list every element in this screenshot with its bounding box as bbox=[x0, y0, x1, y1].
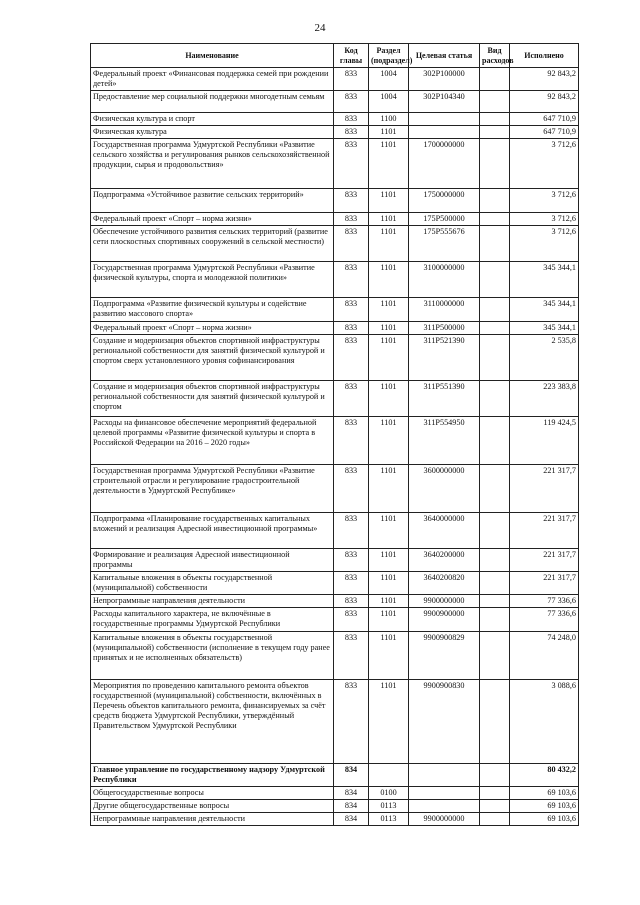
row-name-cell: Другие общегосударственные вопросы bbox=[91, 800, 334, 813]
row-executed-amount-cell: 345 344,1 bbox=[510, 322, 579, 335]
header-target-item: Целевая статья bbox=[409, 44, 480, 68]
row-name-cell: Общегосударственные вопросы bbox=[91, 787, 334, 800]
header-expense-type: Вид расходов bbox=[480, 44, 510, 68]
row-section-cell: 1101 bbox=[369, 139, 409, 189]
row-expense-type-cell bbox=[480, 322, 510, 335]
row-chapter-code-cell: 833 bbox=[334, 189, 369, 213]
row-target-item-cell bbox=[409, 113, 480, 126]
row-target-item-cell: 3600000000 bbox=[409, 465, 480, 513]
row-expense-type-cell bbox=[480, 813, 510, 826]
row-target-item-cell: 3110000000 bbox=[409, 298, 480, 322]
table-row bbox=[91, 787, 579, 800]
row-target-item-cell: 302Р100000 bbox=[409, 68, 480, 91]
row-name-cell: Физическая культура bbox=[91, 126, 334, 139]
row-name-cell: Подпрограмма «Развитие физической культуры и содействие развитию массового спорта» bbox=[91, 298, 334, 322]
row-section-cell: 1101 bbox=[369, 335, 409, 381]
row-chapter-code-cell: 833 bbox=[334, 113, 369, 126]
table-row bbox=[91, 126, 579, 139]
budget-execution-table bbox=[90, 43, 579, 826]
row-name-cell: Предоставление мер социальной поддержки многодетным семьям bbox=[91, 91, 334, 113]
row-executed-amount-cell: 647 710,9 bbox=[510, 126, 579, 139]
row-name-cell: Расходы на финансовое обеспечение мероприятий федеральной целевой программы «Развитие физической культуры и спорта в Российской Федерации на 2016 – 2020 годы» bbox=[91, 417, 334, 465]
row-chapter-code-cell: 833 bbox=[334, 226, 369, 262]
row-section-cell: 0113 bbox=[369, 800, 409, 813]
table-row bbox=[91, 335, 579, 381]
table-row bbox=[91, 91, 579, 113]
row-executed-amount-cell: 3 712,6 bbox=[510, 139, 579, 189]
row-target-item-cell: 175Р500000 bbox=[409, 213, 480, 226]
row-name-cell: Капитальные вложения в объекты государственной (муниципальной) собственности (исполнение в текущем году ранее принятых и не исполненных обязательств) bbox=[91, 632, 334, 680]
row-name-cell: Формирование и реализация Адресной инвестиционной программы bbox=[91, 549, 334, 572]
row-chapter-code-cell: 833 bbox=[334, 262, 369, 298]
row-target-item-cell: 311Р551390 bbox=[409, 381, 480, 417]
row-target-item-cell: 302Р104340 bbox=[409, 91, 480, 113]
row-executed-amount-cell: 92 843,2 bbox=[510, 68, 579, 91]
row-target-item-cell: 1700000000 bbox=[409, 139, 480, 189]
row-name-cell: Государственная программа Удмуртской Республики «Развитие строительной отрасли и регулирование градостроительной деятельности в Удмуртской Республике» bbox=[91, 465, 334, 513]
table-row bbox=[91, 595, 579, 608]
row-name-cell: Государственная программа Удмуртской Республики «Развитие сельского хозяйства и регулирования рынков сельскохозяйственной продукции, сырья и продовольствия» bbox=[91, 139, 334, 189]
row-executed-amount-cell: 74 248,0 bbox=[510, 632, 579, 680]
row-target-item-cell bbox=[409, 764, 480, 787]
row-target-item-cell: 9900900000 bbox=[409, 608, 480, 632]
row-expense-type-cell bbox=[480, 262, 510, 298]
row-target-item-cell: 1750000000 bbox=[409, 189, 480, 213]
row-executed-amount-cell: 77 336,6 bbox=[510, 608, 579, 632]
row-name-cell: Физическая культура и спорт bbox=[91, 113, 334, 126]
table-row bbox=[91, 417, 579, 465]
row-expense-type-cell bbox=[480, 417, 510, 465]
header-name: Наименование bbox=[91, 44, 334, 68]
row-executed-amount-cell: 2 535,8 bbox=[510, 335, 579, 381]
row-chapter-code-cell: 833 bbox=[334, 126, 369, 139]
row-chapter-code-cell: 833 bbox=[334, 335, 369, 381]
row-chapter-code-cell: 833 bbox=[334, 68, 369, 91]
page-number: 24 bbox=[314, 22, 326, 34]
row-section-cell: 1101 bbox=[369, 189, 409, 213]
row-section-cell: 1101 bbox=[369, 572, 409, 595]
row-expense-type-cell bbox=[480, 126, 510, 139]
row-chapter-code-cell: 833 bbox=[334, 213, 369, 226]
row-expense-type-cell bbox=[480, 226, 510, 262]
row-expense-type-cell bbox=[480, 764, 510, 787]
row-expense-type-cell bbox=[480, 139, 510, 189]
row-executed-amount-cell: 119 424,5 bbox=[510, 417, 579, 465]
row-chapter-code-cell: 833 bbox=[334, 322, 369, 335]
row-executed-amount-cell: 69 103,6 bbox=[510, 800, 579, 813]
row-target-item-cell: 311Р554950 bbox=[409, 417, 480, 465]
row-name-cell: Создание и модернизация объектов спортивной инфраструктуры региональной собственности для занятий физической культурой и спортом сверх установленного уровня софинансирования bbox=[91, 335, 334, 381]
row-chapter-code-cell: 833 bbox=[334, 465, 369, 513]
row-name-cell: Расходы капитального характера, не включённые в государственные программы Удмуртской Республики bbox=[91, 608, 334, 632]
row-section-cell: 0113 bbox=[369, 813, 409, 826]
row-expense-type-cell bbox=[480, 595, 510, 608]
table-row bbox=[91, 68, 579, 91]
row-section-cell: 1101 bbox=[369, 549, 409, 572]
row-expense-type-cell bbox=[480, 513, 510, 549]
table-row bbox=[91, 213, 579, 226]
row-target-item-cell: 3100000000 bbox=[409, 262, 480, 298]
row-section-cell: 1101 bbox=[369, 632, 409, 680]
row-section-cell: 1101 bbox=[369, 680, 409, 764]
row-chapter-code-cell: 833 bbox=[334, 91, 369, 113]
row-executed-amount-cell: 69 103,6 bbox=[510, 813, 579, 826]
row-target-item-cell: 9900900830 bbox=[409, 680, 480, 764]
row-name-cell: Подпрограмма «Планирование государственных капитальных вложений и реализация Адресной инвестиционной программы» bbox=[91, 513, 334, 549]
row-chapter-code-cell: 833 bbox=[334, 549, 369, 572]
row-section-cell: 1101 bbox=[369, 381, 409, 417]
row-target-item-cell: 9900000000 bbox=[409, 595, 480, 608]
row-chapter-code-cell: 834 bbox=[334, 813, 369, 826]
row-section-cell: 1101 bbox=[369, 322, 409, 335]
table-row bbox=[91, 465, 579, 513]
table-row bbox=[91, 262, 579, 298]
row-section-cell: 1101 bbox=[369, 126, 409, 139]
row-name-cell: Федеральный проект «Спорт – норма жизни» bbox=[91, 213, 334, 226]
row-section-cell: 1100 bbox=[369, 113, 409, 126]
row-section-cell: 1101 bbox=[369, 262, 409, 298]
row-target-item-cell bbox=[409, 787, 480, 800]
row-chapter-code-cell: 833 bbox=[334, 595, 369, 608]
row-name-cell: Создание и модернизация объектов спортивной инфраструктуры региональной собственности для занятий физической культурой и спортом bbox=[91, 381, 334, 417]
row-target-item-cell: 311Р521390 bbox=[409, 335, 480, 381]
table-row bbox=[91, 226, 579, 262]
row-expense-type-cell bbox=[480, 335, 510, 381]
row-section-cell: 1101 bbox=[369, 298, 409, 322]
row-executed-amount-cell: 223 383,8 bbox=[510, 381, 579, 417]
row-section-cell: 1101 bbox=[369, 465, 409, 513]
table-row bbox=[91, 139, 579, 189]
row-name-cell: Главное управление по государственному надзору Удмуртской Республики bbox=[91, 764, 334, 787]
row-executed-amount-cell: 3 712,6 bbox=[510, 226, 579, 262]
row-section-cell: 0100 bbox=[369, 787, 409, 800]
row-expense-type-cell bbox=[480, 298, 510, 322]
row-executed-amount-cell: 3 712,6 bbox=[510, 189, 579, 213]
row-chapter-code-cell: 833 bbox=[334, 381, 369, 417]
row-name-cell: Непрограммные направления деятельности bbox=[91, 813, 334, 826]
row-target-item-cell bbox=[409, 126, 480, 139]
row-executed-amount-cell: 80 432,2 bbox=[510, 764, 579, 787]
table-row bbox=[91, 381, 579, 417]
row-executed-amount-cell: 345 344,1 bbox=[510, 262, 579, 298]
row-expense-type-cell bbox=[480, 549, 510, 572]
row-chapter-code-cell: 833 bbox=[334, 298, 369, 322]
row-executed-amount-cell: 3 712,6 bbox=[510, 213, 579, 226]
row-section-cell: 1101 bbox=[369, 226, 409, 262]
table-row bbox=[91, 189, 579, 213]
row-expense-type-cell bbox=[480, 680, 510, 764]
header-executed: Исполнено bbox=[510, 44, 579, 68]
row-expense-type-cell bbox=[480, 608, 510, 632]
table-row bbox=[91, 572, 579, 595]
row-chapter-code-cell: 833 bbox=[334, 417, 369, 465]
row-target-item-cell: 9900900829 bbox=[409, 632, 480, 680]
row-name-cell: Государственная программа Удмуртской Республики «Развитие физической культуры, спорта и молодежной политики» bbox=[91, 262, 334, 298]
table-row bbox=[91, 800, 579, 813]
table-header-row bbox=[91, 44, 579, 68]
table-row bbox=[91, 680, 579, 764]
row-expense-type-cell bbox=[480, 465, 510, 513]
row-executed-amount-cell: 221 317,7 bbox=[510, 513, 579, 549]
row-name-cell: Обеспечение устойчивого развития сельских территорий (развитие сети плоскостных спортивных сооружений в сельской местности) bbox=[91, 226, 334, 262]
row-section-cell: 1101 bbox=[369, 417, 409, 465]
row-executed-amount-cell: 221 317,7 bbox=[510, 465, 579, 513]
row-target-item-cell: 3640000000 bbox=[409, 513, 480, 549]
row-chapter-code-cell: 833 bbox=[334, 680, 369, 764]
row-chapter-code-cell: 833 bbox=[334, 608, 369, 632]
table-row bbox=[91, 764, 579, 787]
row-target-item-cell: 175Р555676 bbox=[409, 226, 480, 262]
row-executed-amount-cell: 92 843,2 bbox=[510, 91, 579, 113]
row-executed-amount-cell: 69 103,6 bbox=[510, 787, 579, 800]
table-row bbox=[91, 113, 579, 126]
table-row bbox=[91, 549, 579, 572]
row-executed-amount-cell: 221 317,7 bbox=[510, 572, 579, 595]
table-row bbox=[91, 632, 579, 680]
table-row bbox=[91, 608, 579, 632]
row-executed-amount-cell: 3 088,6 bbox=[510, 680, 579, 764]
row-expense-type-cell bbox=[480, 632, 510, 680]
table-row bbox=[91, 513, 579, 549]
row-name-cell: Мероприятия по проведению капитального ремонта объектов государственной (муниципальной) собственности, включённых в Перечень объектов капитального ремонта, финансируемых за счёт средств бюджета Удмуртской Республики, утверждённый Правительством Удмуртской Республики bbox=[91, 680, 334, 764]
header-chapter-code: Код главы bbox=[334, 44, 369, 68]
row-expense-type-cell bbox=[480, 68, 510, 91]
row-expense-type-cell bbox=[480, 91, 510, 113]
row-expense-type-cell bbox=[480, 800, 510, 813]
row-name-cell: Федеральный проект «Финансовая поддержка семей при рождении детей» bbox=[91, 68, 334, 91]
row-section-cell: 1004 bbox=[369, 68, 409, 91]
table-row bbox=[91, 298, 579, 322]
row-section-cell: 1101 bbox=[369, 213, 409, 226]
row-section-cell: 1101 bbox=[369, 513, 409, 549]
row-chapter-code-cell: 834 bbox=[334, 787, 369, 800]
row-executed-amount-cell: 221 317,7 bbox=[510, 549, 579, 572]
row-expense-type-cell bbox=[480, 787, 510, 800]
row-name-cell: Федеральный проект «Спорт – норма жизни» bbox=[91, 322, 334, 335]
row-target-item-cell bbox=[409, 800, 480, 813]
row-target-item-cell: 3640200820 bbox=[409, 572, 480, 595]
table-body bbox=[91, 68, 579, 826]
row-name-cell: Капитальные вложения в объекты государственной (муниципальной) собственности bbox=[91, 572, 334, 595]
table-row bbox=[91, 813, 579, 826]
row-expense-type-cell bbox=[480, 113, 510, 126]
row-section-cell: 1101 bbox=[369, 595, 409, 608]
row-target-item-cell: 9900000000 bbox=[409, 813, 480, 826]
row-section-cell bbox=[369, 764, 409, 787]
row-expense-type-cell bbox=[480, 189, 510, 213]
row-chapter-code-cell: 833 bbox=[334, 513, 369, 549]
row-expense-type-cell bbox=[480, 381, 510, 417]
row-executed-amount-cell: 77 336,6 bbox=[510, 595, 579, 608]
row-executed-amount-cell: 345 344,1 bbox=[510, 298, 579, 322]
row-chapter-code-cell: 834 bbox=[334, 764, 369, 787]
header-section: Раздел (подраздел) bbox=[369, 44, 409, 68]
row-name-cell: Подпрограмма «Устойчивое развитие сельских территорий» bbox=[91, 189, 334, 213]
row-name-cell: Непрограммные направления деятельности bbox=[91, 595, 334, 608]
row-target-item-cell: 3640200000 bbox=[409, 549, 480, 572]
table-row bbox=[91, 322, 579, 335]
row-chapter-code-cell: 833 bbox=[334, 632, 369, 680]
row-expense-type-cell bbox=[480, 572, 510, 595]
row-section-cell: 1101 bbox=[369, 608, 409, 632]
row-section-cell: 1004 bbox=[369, 91, 409, 113]
row-chapter-code-cell: 833 bbox=[334, 572, 369, 595]
row-chapter-code-cell: 833 bbox=[334, 139, 369, 189]
row-executed-amount-cell: 647 710,9 bbox=[510, 113, 579, 126]
row-chapter-code-cell: 834 bbox=[334, 800, 369, 813]
row-expense-type-cell bbox=[480, 213, 510, 226]
row-target-item-cell: 311Р500000 bbox=[409, 322, 480, 335]
